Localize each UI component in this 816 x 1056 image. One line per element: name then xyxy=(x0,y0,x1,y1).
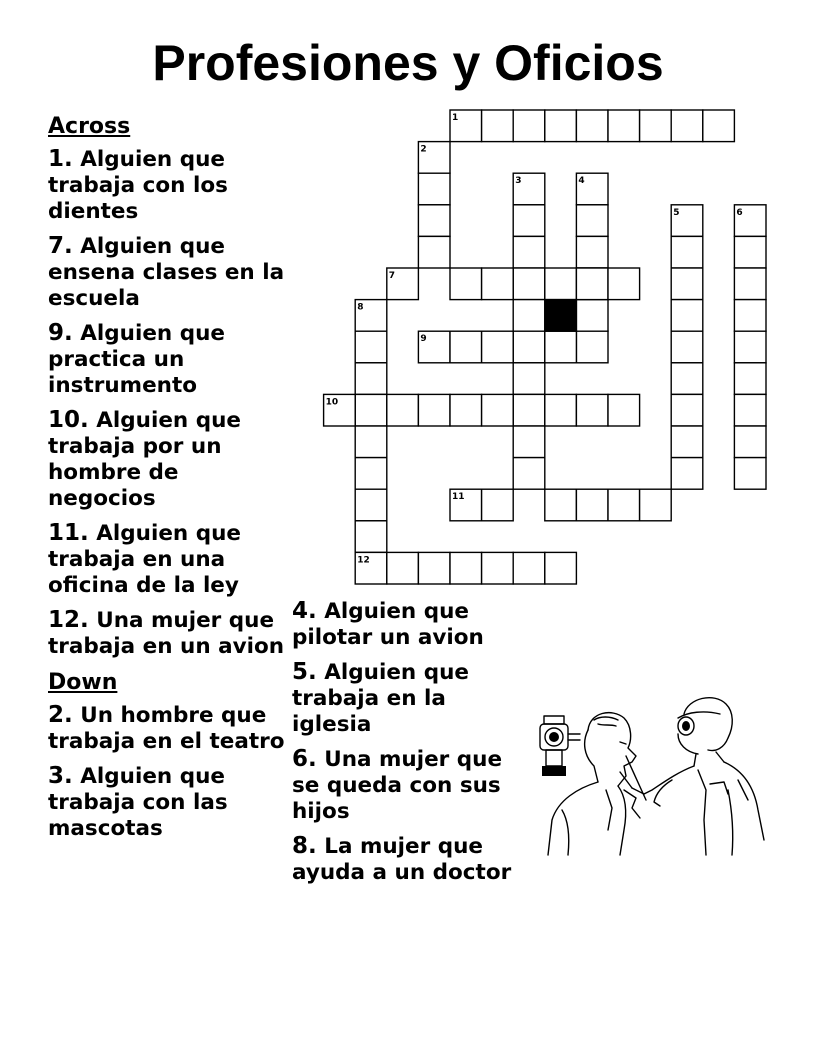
crossword-cell[interactable] xyxy=(418,205,450,237)
cell-number-6: 6 xyxy=(736,207,743,218)
cell-number-9: 9 xyxy=(420,334,427,345)
crossword-cell[interactable] xyxy=(418,394,450,426)
crossword-cell[interactable] xyxy=(355,331,387,363)
crossword-cell[interactable] xyxy=(576,394,608,426)
page-title: Profesiones y Oficios xyxy=(152,35,664,91)
clue-down-5 xyxy=(292,659,522,738)
clue-number: 2. xyxy=(48,702,73,728)
crossword-cell[interactable] xyxy=(513,426,545,458)
crossword-cell[interactable] xyxy=(355,363,387,395)
crossword-cell[interactable] xyxy=(671,426,703,458)
crossword-cell[interactable] xyxy=(576,300,608,332)
clue-down-6 xyxy=(292,746,522,825)
crossword-cell[interactable] xyxy=(608,268,640,300)
dental-lamp-icon xyxy=(540,716,580,776)
crossword-cell[interactable] xyxy=(513,268,545,300)
clue-text: Alguien que trabaja con las mascotas xyxy=(48,764,228,841)
crossword-cell[interactable] xyxy=(545,268,577,300)
cell-number-12: 12 xyxy=(357,555,370,566)
crossword-cell[interactable] xyxy=(576,110,608,142)
crossword-cell[interactable] xyxy=(545,331,577,363)
down-heading: Down xyxy=(48,670,118,695)
crossword-cell[interactable] xyxy=(671,300,703,332)
clue-down-8 xyxy=(292,833,522,886)
clue-text: Alguien que trabaja con los dientes xyxy=(48,147,228,224)
crossword-cell[interactable] xyxy=(355,394,387,426)
crossword-cell[interactable] xyxy=(671,268,703,300)
clues-middle-column xyxy=(292,598,522,894)
crossword-cell[interactable] xyxy=(513,110,545,142)
crossword-cell[interactable] xyxy=(482,489,514,521)
clue-number: 12. xyxy=(48,607,89,633)
crossword-cell[interactable] xyxy=(418,552,450,584)
crossword-cell[interactable] xyxy=(513,394,545,426)
clue-number: 3. xyxy=(48,763,73,789)
clue-text: Alguien que trabaja en una oficina de la ley xyxy=(48,521,241,598)
dentist-examining-patient-illustration xyxy=(528,690,778,860)
clue-number: 7. xyxy=(48,233,73,259)
crossword-cell[interactable] xyxy=(387,552,419,584)
crossword-cell[interactable] xyxy=(576,489,608,521)
crossword-cell[interactable] xyxy=(671,236,703,268)
cell-number-11: 11 xyxy=(452,492,465,503)
crossword-cell[interactable] xyxy=(355,426,387,458)
crossword-cell[interactable] xyxy=(671,363,703,395)
clue-down-2 xyxy=(48,702,288,755)
crossword-cell[interactable] xyxy=(576,205,608,237)
crossword-cell[interactable] xyxy=(671,394,703,426)
crossword-cell[interactable] xyxy=(418,236,450,268)
cell-number-1: 1 xyxy=(452,113,459,123)
crossword-cell[interactable] xyxy=(387,394,419,426)
crossword-cell[interactable] xyxy=(734,458,766,490)
crossword-cell[interactable] xyxy=(482,552,514,584)
crossword-cell[interactable] xyxy=(482,268,514,300)
crossword-cell[interactable] xyxy=(640,489,672,521)
crossword-cell[interactable] xyxy=(734,363,766,395)
crossword-cell[interactable] xyxy=(734,331,766,363)
clue-across-12 xyxy=(48,607,288,660)
clue-text: Alguien que practica un instrumento xyxy=(48,321,225,398)
cell-number-3: 3 xyxy=(515,176,522,187)
crossword-cell[interactable] xyxy=(355,521,387,553)
crossword-cell[interactable] xyxy=(545,552,577,584)
crossword-cell[interactable] xyxy=(545,394,577,426)
clue-number: 5. xyxy=(292,659,317,685)
dentist-figure xyxy=(620,698,764,855)
crossword-cell[interactable] xyxy=(513,363,545,395)
crossword-cell[interactable] xyxy=(355,489,387,521)
crossword-cell[interactable] xyxy=(734,300,766,332)
clue-number: 1. xyxy=(48,146,73,172)
crossword-cell[interactable] xyxy=(640,110,672,142)
cell-number-10: 10 xyxy=(325,397,339,408)
crossword-cell[interactable] xyxy=(482,394,514,426)
crossword-cell[interactable] xyxy=(734,236,766,268)
crossword-cell[interactable] xyxy=(418,173,450,205)
crossword-cell[interactable] xyxy=(545,489,577,521)
crossword-cell[interactable] xyxy=(671,331,703,363)
crossword-cell[interactable] xyxy=(734,268,766,300)
crossword-cell[interactable] xyxy=(576,268,608,300)
cell-number-5: 5 xyxy=(673,207,680,218)
clue-number: 9. xyxy=(48,320,73,346)
crossword-cell[interactable] xyxy=(703,110,735,142)
crossword-cell[interactable] xyxy=(513,236,545,268)
crossword-cell[interactable] xyxy=(671,110,703,142)
crossword-cell[interactable] xyxy=(513,205,545,237)
clue-down-4 xyxy=(292,598,522,651)
crossword-cell[interactable] xyxy=(450,331,482,363)
clue-down-3 xyxy=(48,763,288,842)
clue-number: 10. xyxy=(48,407,89,433)
crossword-cell[interactable] xyxy=(734,394,766,426)
crossword-cell[interactable] xyxy=(576,236,608,268)
crossword-black-cell xyxy=(545,300,577,332)
crossword-cell[interactable] xyxy=(482,331,514,363)
clue-number: 8. xyxy=(292,833,317,859)
crossword-cell[interactable] xyxy=(482,110,514,142)
clue-number: 6. xyxy=(292,746,317,772)
crossword-cell[interactable] xyxy=(671,458,703,490)
crossword-cell[interactable] xyxy=(545,110,577,142)
crossword-cell[interactable] xyxy=(513,552,545,584)
crossword-cell[interactable] xyxy=(450,552,482,584)
clue-number: 11. xyxy=(48,520,89,546)
crossword-cell[interactable] xyxy=(450,394,482,426)
crossword-cell[interactable] xyxy=(513,331,545,363)
clue-text: Una mujer que trabaja en un avion xyxy=(48,608,285,659)
crossword-cell[interactable] xyxy=(608,489,640,521)
clue-text: Alguien que ensena clases en la escuela xyxy=(48,234,285,311)
clue-text: La mujer que ayuda a un doctor xyxy=(292,834,512,885)
crossword-cell[interactable] xyxy=(608,110,640,142)
crossword-cell[interactable] xyxy=(608,394,640,426)
cell-number-8: 8 xyxy=(357,302,364,313)
across-heading: Across xyxy=(48,114,131,139)
crossword-cell[interactable] xyxy=(513,300,545,332)
clue-text: Un hombre que trabaja en el teatro xyxy=(48,703,285,754)
clue-text: Una mujer que se queda con sus hijos xyxy=(292,747,503,824)
crossword-cell[interactable] xyxy=(355,458,387,490)
cell-number-4: 4 xyxy=(578,176,585,187)
crossword-cell[interactable] xyxy=(576,331,608,363)
crossword-cell[interactable] xyxy=(513,458,545,490)
crossword-cell[interactable] xyxy=(734,426,766,458)
clue-text: Alguien que trabaja por un hombre de negocios xyxy=(48,408,241,511)
cell-number-7: 7 xyxy=(388,271,396,281)
clue-text: Alguien que trabaja en la iglesia xyxy=(292,660,469,737)
cell-number-2: 2 xyxy=(420,144,427,155)
clue-text: Alguien que pilotar un avion xyxy=(292,599,484,650)
clue-number: 4. xyxy=(292,598,317,624)
crossword-cell[interactable] xyxy=(450,268,482,300)
